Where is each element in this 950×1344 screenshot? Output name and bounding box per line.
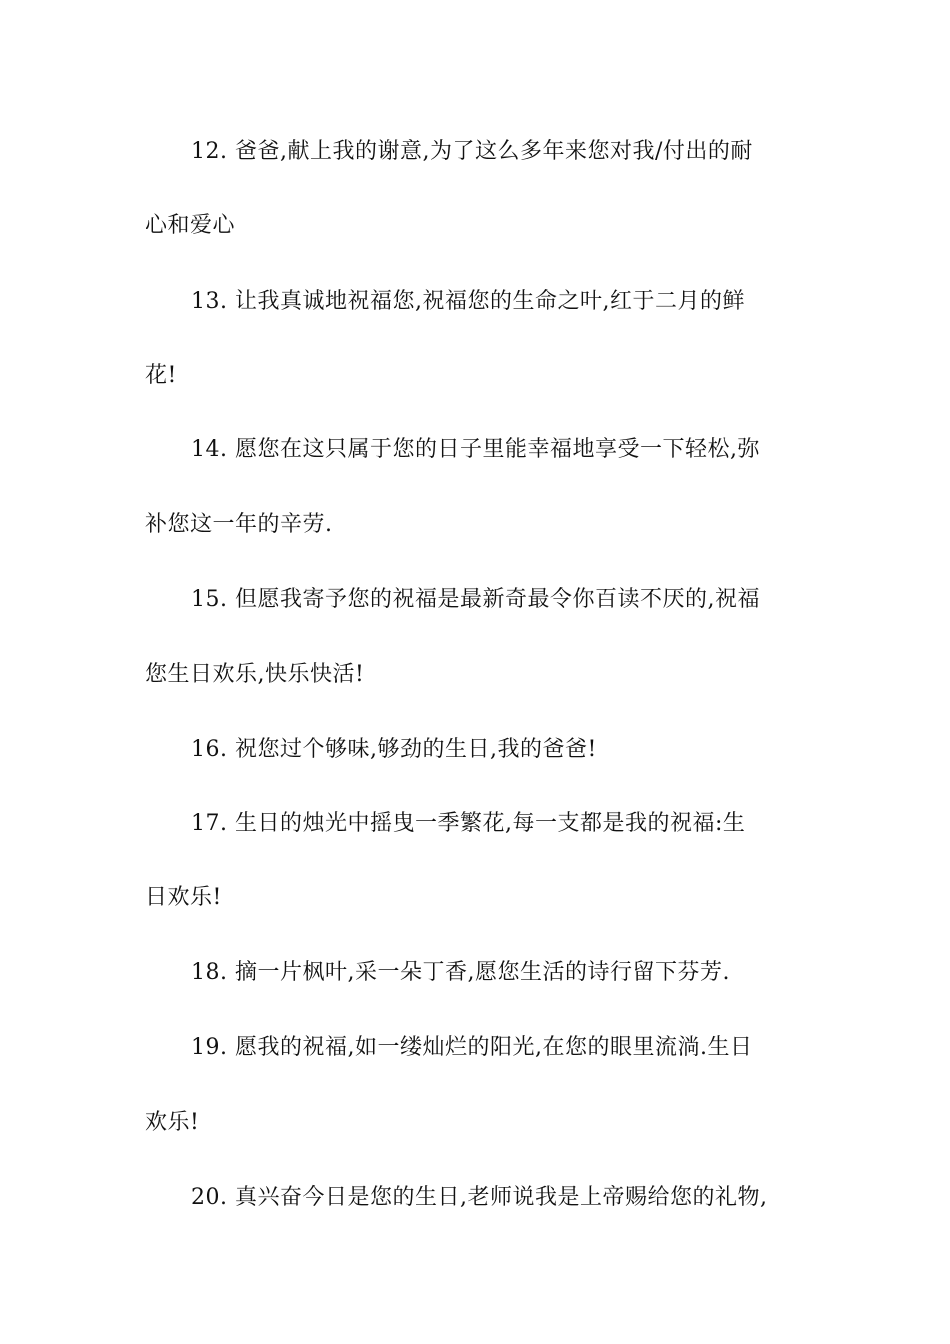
- paragraph-15-line-1: 15. 但愿我寄予您的祝福是最新奇最令你百读不厌的,祝福: [191, 587, 760, 612]
- paragraph-20-line-1: 20. 真兴奋今日是您的生日,老师说我是上帝赐给您的礼物,: [191, 1185, 768, 1210]
- paragraph-17-line-1: 17. 生日的烛光中摇曳一季繁花,每一支都是我的祝福:生: [191, 811, 746, 836]
- paragraph-13-line-2: 花!: [145, 363, 177, 388]
- paragraph-12-line-2: 心和爱心: [145, 213, 236, 238]
- paragraph-16-line-1: 16. 祝您过个够味,够劲的生日,我的爸爸!: [191, 737, 597, 762]
- paragraph-12-line-1: 12. 爸爸,献上我的谢意,为了这么多年来您对我/付出的耐: [191, 139, 753, 164]
- paragraph-14-line-1: 14. 愿您在这只属于您的日子里能幸福地享受一下轻松,弥: [191, 437, 760, 462]
- paragraph-17-line-2: 日欢乐!: [145, 885, 222, 910]
- paragraph-18-line-1: 18. 摘一片枫叶,采一朵丁香,愿您生活的诗行留下芬芳.: [191, 960, 730, 985]
- paragraph-13-line-1: 13. 让我真诚地祝福您,祝福您的生命之叶,红于二月的鲜: [191, 289, 745, 314]
- paragraph-19-line-2: 欢乐!: [145, 1110, 200, 1135]
- paragraph-15-line-2: 您生日欢乐,快乐快活!: [145, 662, 365, 687]
- paragraph-19-line-1: 19. 愿我的祝福,如一缕灿烂的阳光,在您的眼里流淌.生日: [191, 1035, 753, 1060]
- paragraph-14-line-2: 补您这一年的辛劳.: [145, 512, 333, 537]
